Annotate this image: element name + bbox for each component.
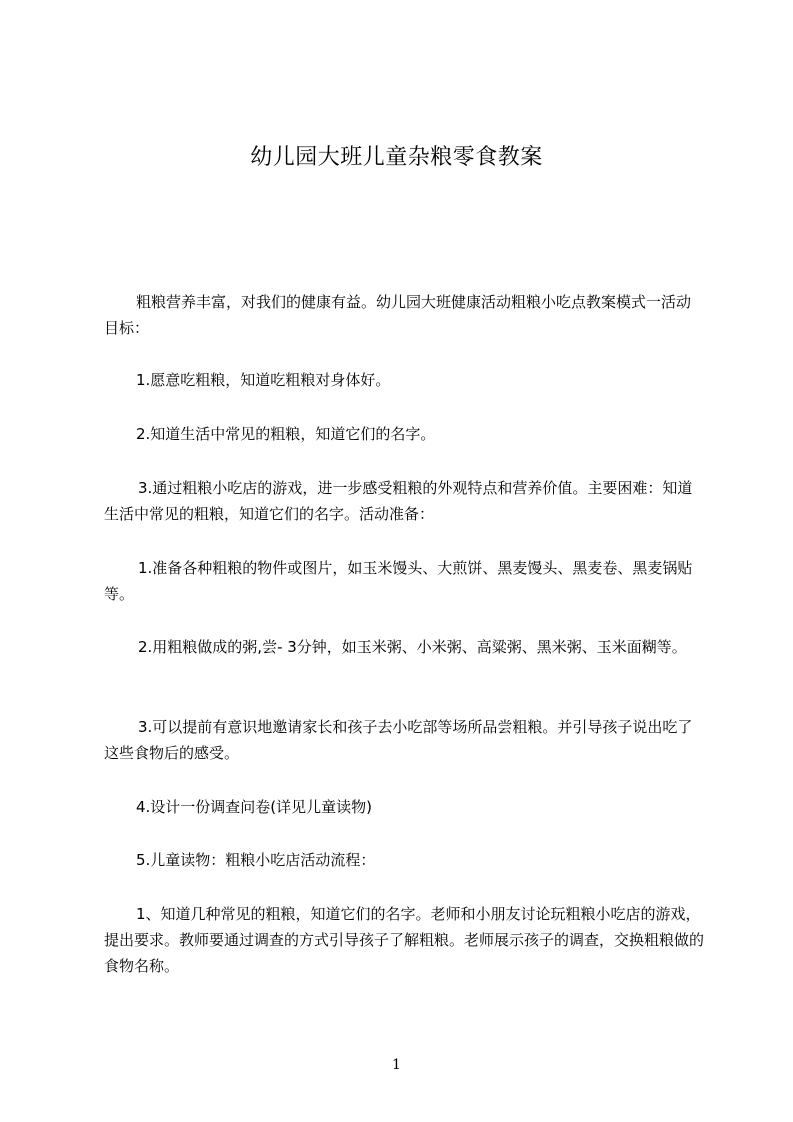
- paragraph-process-1: 1、知道几种常见的粗粮，知道它们的名字。老师和小朋友讨论玩粗粮小吃店的游戏，提出要求。教师要通过调查的方式引导孩子了解粗粮。老师展示孩子的调查，交换粗粮做的食物名称。: [104, 905, 705, 975]
- paragraph-intro: 粗粮营养丰富，对我们的健康有益。幼儿园大班健康活动粗粮小吃点教案模式一活动目标：: [104, 293, 692, 337]
- paragraph-prep-3: 3.可以提前有意识地邀请家长和孩子去小吃部等场所品尝粗粮。并引导孩子说出吃了这些食物后的感受。: [104, 718, 693, 762]
- paragraph-goal-2: 2.知道生活中常见的粗粮，知道它们的名字。: [136, 425, 436, 443]
- paragraph-prep-5: 5.儿童读物：粗粮小吃店活动流程：: [136, 851, 376, 869]
- paragraph-prep-4: 4.设计一份调查问卷(详见儿童读物): [136, 798, 373, 816]
- page-number: 1: [392, 1057, 401, 1073]
- paragraph-goal-1: 1.愿意吃粗粮，知道吃粗粮对身体好。: [136, 371, 391, 389]
- document-title: 幼儿园大班儿童杂粮零食教案: [250, 145, 543, 170]
- paragraph-goal-3: 3.通过粗粮小吃店的游戏，进一步感受粗粮的外观特点和营养价值。主要困难：知道生活中常见的粗粮，知道它们的名字。活动准备：: [104, 479, 693, 523]
- paragraph-prep-1: 1.准备各种粗粮的物件或图片，如玉米馒头、大煎饼、黑麦馒头、黑麦卷、黑麦锅贴等。: [104, 559, 693, 603]
- paragraph-prep-2: 2.用粗粮做成的粥,尝- 3分钟，如玉米粥、小米粥、高粱粥、黑米粥、玉米面糊等。: [138, 638, 687, 656]
